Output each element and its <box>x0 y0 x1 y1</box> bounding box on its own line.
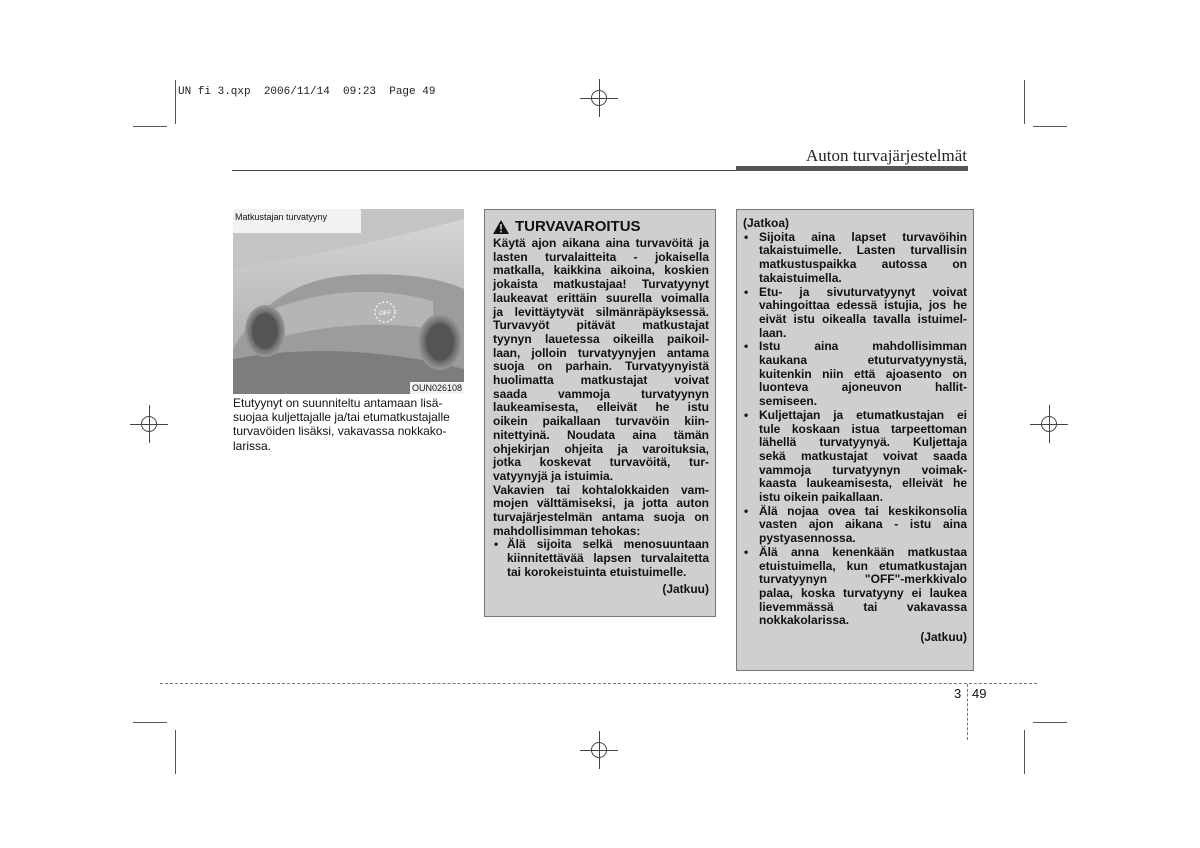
footer-rule <box>232 683 1037 684</box>
list-item <box>743 409 967 505</box>
list-item <box>743 231 967 286</box>
registration-mark-icon <box>588 739 610 761</box>
registration-mark-icon <box>138 413 160 435</box>
text-line: Vakavien tai kohtalokkaiden vam- <box>493 482 709 497</box>
bullet-icon: • <box>744 229 749 244</box>
body-line: larissa. <box>233 438 272 453</box>
body-line: turvavöiden lisäksi, vakavassa nokkako- <box>233 424 447 439</box>
text-line: eivät istu oikealla tavalla istuimel- <box>759 311 967 326</box>
footer-rule <box>160 683 228 684</box>
list-item <box>493 538 709 579</box>
crop-mark <box>133 722 167 723</box>
bullet-icon: • <box>744 544 749 559</box>
text-line: laukeavat erittäin suurella voimalla <box>493 290 709 305</box>
crop-mark <box>1033 126 1067 127</box>
text-line: huolimatta matkustajat voivat <box>493 373 709 388</box>
text-line: sekä matkustajat voivat saada <box>759 448 967 463</box>
text-line: pystyasennossa. <box>759 531 856 546</box>
bullet-icon: • <box>494 537 499 552</box>
list-item <box>743 340 967 409</box>
crop-mark <box>1033 722 1067 723</box>
dashboard-illustration <box>233 209 464 394</box>
text-line: vammoja turvatyynyn voimak- <box>759 462 967 477</box>
text-line: takaistuimelle. Lasten turvallisin <box>759 243 967 258</box>
crop-mark <box>175 730 176 774</box>
warning-title <box>493 218 709 235</box>
text-line: vatyynyjä ja istuimia. <box>493 468 614 483</box>
warning-box-continued <box>736 209 974 671</box>
crop-mark <box>175 80 176 124</box>
text-line: lasten turvalaitteita - jokaisella <box>493 249 709 264</box>
text-line: Älä sijoita selkä menosuuntaan <box>507 537 709 552</box>
text-line: luonteva ajoneuvon hallit- <box>759 380 967 395</box>
list-item <box>743 546 967 628</box>
text-line: turvatyynyn "OFF"-merkkivalo <box>759 572 967 587</box>
continued-header: (Jatkoa) <box>743 216 790 230</box>
crop-mark <box>1024 730 1025 774</box>
text-line: Kuljettajan ja etumatkustajan ei <box>759 407 967 422</box>
registration-mark-icon <box>588 87 610 109</box>
text-line: vahingoittaa edessä istujia, jos he <box>759 298 967 313</box>
header-rule <box>232 170 736 171</box>
bullet-icon: • <box>744 339 749 354</box>
text-line: vasten ajon aikana - istu aina <box>759 517 967 532</box>
text-line: laan, jolloin turvatyynyjen antama <box>493 345 709 360</box>
text-line: laukeamisesta, elleivät he istu <box>493 400 709 415</box>
text-line: kaukana etuturvatyynystä, <box>759 353 967 368</box>
header-rule-thick <box>736 166 968 171</box>
continued-label: (Jatkuu) <box>662 581 709 596</box>
bullet-icon: • <box>744 407 749 422</box>
text-line: suoja on parhain. Turvatyynyistä <box>493 359 709 374</box>
crop-mark <box>1024 80 1025 124</box>
text-line: Turvavyöt pitävät matkustajat <box>493 318 709 333</box>
text-line: mahdollisimman tehokas: <box>493 523 641 538</box>
continued-label: (Jatkuu) <box>920 630 967 645</box>
text-line: nokkakolarissa. <box>759 613 850 628</box>
body-paragraph <box>233 396 464 453</box>
page-number-separator <box>967 684 968 740</box>
text-line: jotka koskevat turvavöitä, tur- <box>493 455 709 470</box>
text-line: tyynyn lauetessa oikeilla paikoil- <box>493 331 709 346</box>
text-line: Sijoita aina lapset turvavöihin <box>759 229 967 244</box>
text-line: Etu- ja sivuturvatyynyt voivat <box>759 284 967 299</box>
text-line: Istu aina mahdollisimman <box>759 339 967 354</box>
text-line: laan. <box>759 325 787 340</box>
list-item <box>743 286 967 341</box>
bullet-icon: • <box>744 284 749 299</box>
warning-box <box>484 209 716 617</box>
running-title: Auton turvajärjestelmät <box>806 146 967 165</box>
warning-triangle-icon <box>493 220 509 234</box>
warning-paragraph <box>493 237 709 484</box>
text-line: istu oikein paikallaan. <box>759 490 884 505</box>
text-line: matkustuspaikka autossa on <box>759 257 967 272</box>
figure-code: OUN026108 <box>411 383 462 393</box>
list-item <box>743 505 967 546</box>
text-line: oikein paikallaan turvavöin kiin- <box>493 414 709 429</box>
text-line: lievemmässä tai vakavassa <box>759 599 967 614</box>
body-line: Etutyynyt on suunniteltu antamaan lisä- <box>233 396 443 410</box>
text-line: kaasta laukeamisesta, elleivät he <box>759 476 967 491</box>
text-line: mojen välttämiseksi, ja jotta auton <box>493 496 709 511</box>
text-line: palaa, koska turvatyyny ei laukea <box>759 585 967 600</box>
text-line: ohjekirjan ohjeita ja varoituksia, <box>493 441 709 456</box>
text-line: lähellä turvatyynyä. Kuljettaja <box>759 435 967 450</box>
figure-caption: Matkustajan turvatyyny <box>233 209 361 233</box>
chapter-number: 3 <box>954 686 962 701</box>
text-line: matkalla, kaikkina aikoina, koskien <box>493 263 709 278</box>
body-line: suojaa kuljettajalle ja/tai etumatkustajalle <box>233 410 450 425</box>
warning-paragraph <box>493 484 709 539</box>
airbag-dashboard-figure <box>233 209 464 394</box>
crop-mark <box>133 126 167 127</box>
text-line: Käytä ajon aikana aina turvavöitä ja <box>493 236 709 250</box>
text-line: nitettyinä. Noudata aina tämän <box>493 427 709 442</box>
text-line: ja levittäytyvät silmänräpäyksessä. <box>493 304 709 319</box>
text-line: etuistuimella, kun etumatkustajan <box>759 558 967 573</box>
text-line: Älä anna kenenkään matkustaa <box>759 544 967 559</box>
text-line: saada vammoja turvatyynyn <box>493 386 709 401</box>
text-line: tule koskaan istua tarpeettoman <box>759 421 967 436</box>
text-line: Älä nojaa ovea tai keskikonsolia <box>759 503 967 518</box>
text-line: takaistuimella. <box>759 270 842 285</box>
warning-title-text: TURVAVAROITUS <box>515 218 641 235</box>
off-badge-text: OFF <box>379 311 391 317</box>
text-line: turvajärjestelmän antama suoja on <box>493 510 709 525</box>
text-line: kuitenkin niin että ajoasento on <box>759 366 967 381</box>
page-number: 49 <box>972 686 987 701</box>
text-line: jokaista matkustajaa! Turvatyynyt <box>493 277 709 292</box>
registration-mark-icon <box>1038 413 1060 435</box>
text-line: semiseen. <box>759 394 818 409</box>
bullet-icon: • <box>744 503 749 518</box>
text-line: kiinnitettävää lapsen turvalaitetta <box>507 551 709 566</box>
text-line: tai korokeistuinta etuistuimelle. <box>507 564 687 579</box>
print-slug: UN fi 3.qxp 2006/11/14 09:23 Page 49 <box>178 86 436 98</box>
